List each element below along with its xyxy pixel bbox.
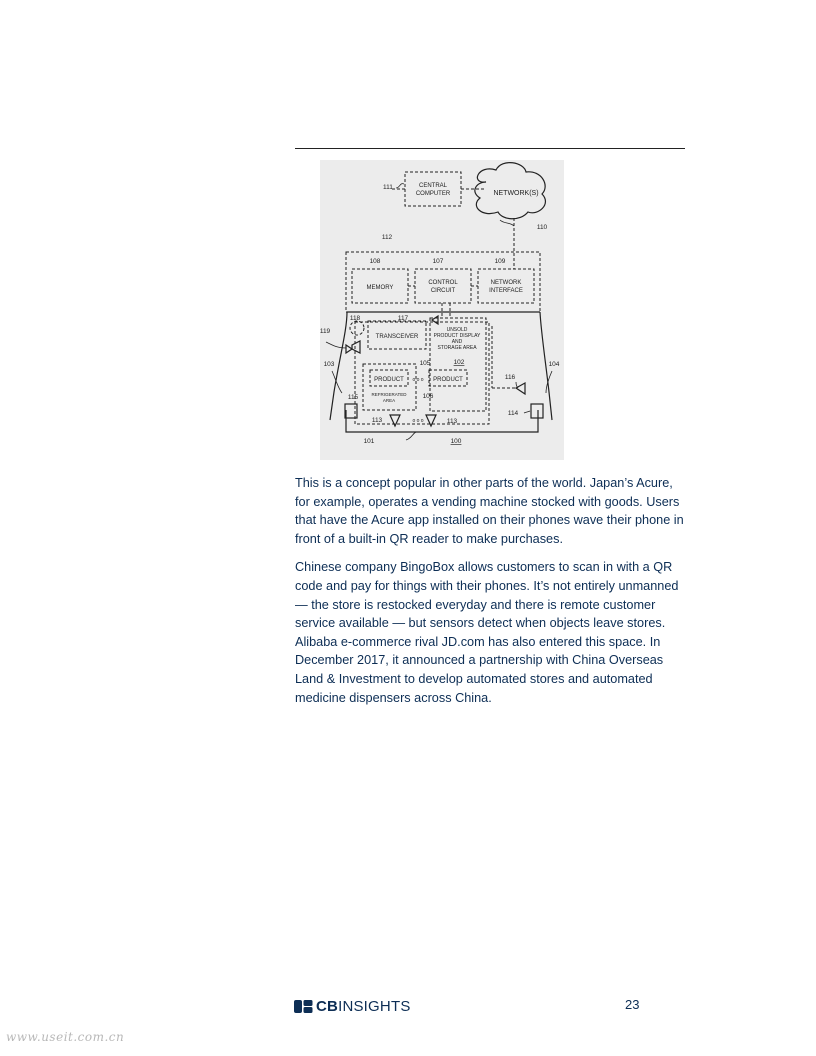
unsold-label-1: UNSOLD: [446, 327, 468, 333]
ref-104: 104: [548, 361, 560, 368]
cbinsights-logo: [294, 998, 411, 1015]
scanner-ellipsis: o o o: [412, 418, 424, 424]
unsold-label-3: AND: [451, 339, 463, 345]
product-label-b: PRODUCT: [433, 377, 463, 383]
patent-diagram-svg: [320, 160, 564, 460]
ref-109: 109: [494, 258, 506, 265]
control-circuit-box: [415, 269, 471, 303]
ref-115: 115: [347, 394, 359, 401]
control-circuit-label-1: CONTROL: [428, 280, 458, 286]
ref-113-a: 113: [371, 417, 383, 424]
ref-108: 108: [369, 258, 381, 265]
watermark: www.useit.com.cn: [6, 1030, 125, 1044]
ref-116: 116: [504, 374, 516, 381]
unsold-label-4: STORAGE AREA: [437, 345, 477, 351]
ref-107: 107: [432, 258, 444, 265]
unsold-label-2: PRODUCT DISPLAY: [433, 333, 481, 339]
refrigerated-label-2: AREA: [382, 398, 396, 403]
network-interface-label-1: NETWORK: [490, 280, 522, 286]
ref-102: 102: [453, 359, 465, 366]
ref-114: 114: [507, 410, 519, 417]
ref-111: 111: [383, 184, 393, 191]
ref-113-b: 113: [446, 418, 458, 425]
network-interface-box: [478, 269, 534, 303]
article-body: [295, 474, 687, 717]
product-label-a: PRODUCT: [374, 377, 404, 383]
central-computer-label-1: CENTRAL: [418, 183, 448, 189]
transceiver-label: TRANSCEIVER: [375, 334, 419, 340]
paragraph-bingobox: Chinese company BingoBox allows customers to scan in with a QR code and pay for things with their phones. It’s not entirely unmanned — the store is restocked everyday and there is remote customer service available — but sensors detect when objects leave stores. Alibaba e-commerce rival JD.com has also entered this space. In December 2017, it announced a partnership with China Overseas Land & Investment to develop automated stores and automated medicine dispensers across China.: [295, 560, 679, 705]
central-computer-box: [405, 172, 461, 206]
ref-101: 101: [363, 438, 375, 445]
cbinsights-logo-icon: [294, 999, 313, 1014]
logo-text-light: INSIGHTS: [338, 998, 411, 1015]
memory-label: MEMORY: [366, 285, 394, 291]
control-circuit-label-2: CIRCUIT: [430, 288, 456, 294]
ref-100: 100: [450, 438, 462, 445]
ref-105: 105: [419, 360, 431, 367]
cbinsights-logo-text: [316, 998, 411, 1015]
ref-118: 118: [349, 315, 361, 322]
networks-label: NETWORK(S): [493, 190, 539, 197]
header-rule: [295, 148, 685, 149]
page-number: 23: [625, 997, 640, 1012]
ref-103: 103: [323, 361, 335, 368]
refrigerated-box: [363, 364, 416, 410]
logo-text-bold: CB: [316, 998, 339, 1015]
ref-112: 112: [381, 234, 393, 241]
ref-106: 106: [422, 393, 434, 400]
refrigerated-label-1: REFRIGERATED: [371, 392, 407, 397]
network-interface-label-2: INTERFACE: [489, 288, 523, 294]
ref-119: 119: [320, 328, 331, 335]
ref-117: 117: [397, 315, 409, 322]
ref-110: 110: [536, 224, 548, 231]
paragraph-acure: This is a concept popular in other parts of the world. Japan’s Acure, for example, operates a vending machine stocked with goods. Users that have the Acure app installed on their phones wave their phone in front of a built-in QR reader to make purchases.: [295, 476, 684, 546]
patent-diagram: [320, 160, 564, 460]
products-ellipsis: o o o: [412, 377, 424, 383]
central-computer-label-2: COMPUTER: [415, 191, 451, 197]
